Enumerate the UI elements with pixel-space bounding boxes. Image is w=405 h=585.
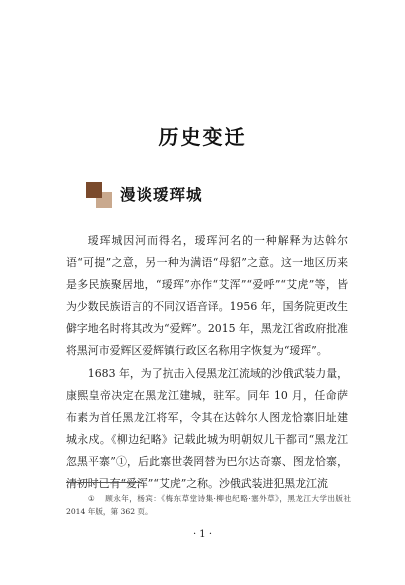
paragraph: 瑷珲城因河而得名，瑷珲河名的一种解释为达斡尔语“可提”之意，另一种为满语“母貂”之意。这一地区历来是多民族聚居地，“瑷珲”亦作“艾浑”“爱呼”“艾虎”等，皆为少数民族语言的不同汉语音译。1956 年，国务院更改生僻字地名时将其改为“爱辉”。2015 年，黑龙江省政府批准将黑河市爱辉区爱辉镇行政区名称用字恢复为“瑷珲”。 (66, 234, 348, 358)
footnote-mark: ① (88, 494, 96, 503)
paragraph: 1683 年，为了抗击入侵黑龙江流域的沙俄武装力量，康熙皇帝决定在黑龙江建城，驻军。同年 10 月，任命萨布素为首任黑龙江将军，令其在达斡尔人图龙恰寨旧址建城永戍。《柳边纪略》记载此城为明朝奴儿干都司“黑龙江忽黑平寨”①，后此寨世袭罔替为巴尔达奇寨、图龙恰寨，清初时已有“爱浑”“艾虎”之称。沙俄武装进犯黑龙江流 (66, 366, 348, 491)
section-title: 漫谈瑷珲城 (120, 186, 203, 204)
section-heading (86, 182, 346, 208)
page-number: · 1 · (192, 529, 213, 540)
footnote-divider (66, 482, 141, 483)
section-marker-icon (86, 182, 112, 208)
chapter-title: 历史变迁 (158, 125, 247, 149)
body-text (66, 230, 348, 495)
footnote-text: 顾永年，杨宾：《梅东草堂诗集·柳也纪略·塞外草》，黑龙江大学出版社 2014 年版，第 362 页。 (66, 494, 351, 516)
footnote (66, 492, 351, 518)
